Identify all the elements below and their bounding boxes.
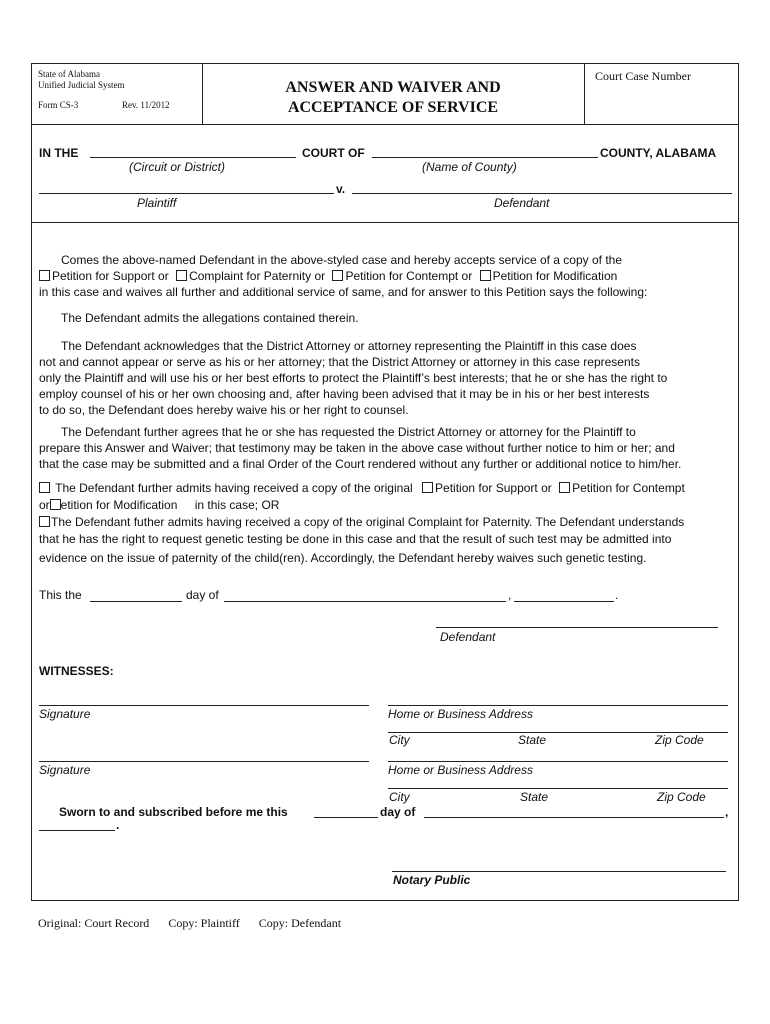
counsel-line-1: The Defendant acknowledges that the District Attorney or attorney representing the Plaintiff in this case does <box>61 339 637 353</box>
counsel-line-3: only the Plaintiff and will use his or her best efforts to protect the Plaintiff’s best interests; that he or she has the right to <box>39 371 668 385</box>
intro-text: Comes the above-named Defendant in the above-styled case and hereby accepts service of a copy of the <box>61 253 622 267</box>
title-line-2: ACCEPTANCE OF SERVICE <box>287 99 499 116</box>
form-frame <box>31 63 739 901</box>
paternity-line-1 <box>39 514 735 531</box>
witness1-state-label: State <box>518 733 547 747</box>
revision-date: Rev. 11/2012 <box>122 100 170 110</box>
notary-day-of-label: day of <box>380 805 416 819</box>
received-modification-checkbox[interactable] <box>50 499 61 510</box>
county-name-line[interactable] <box>372 157 598 158</box>
circuit-district-hint: (Circuit or District) <box>129 160 225 174</box>
received-line-1 <box>39 480 735 497</box>
agrees-line-3: that the case may be submitted and a final Order of the Court rendered without any further or additional notice to him/her. <box>39 457 682 471</box>
system-label: Unified Judicial System <box>38 80 125 90</box>
paternity-text-3: evidence on the issue of paternity of the child(ren). Accordingly, the Defendant hereby waives such genetic testing. <box>39 551 647 565</box>
intro-paragraph <box>39 252 735 300</box>
copy-defendant: Copy: Defendant <box>258 916 342 930</box>
paternity-option-label: Complaint for Paternity or <box>189 269 326 283</box>
counsel-line-4: employ counsel of his or her own choosing and, after having been advised that it may be in his or her best interests <box>39 387 650 401</box>
received-end-label: in this case; OR <box>194 498 280 512</box>
agrees-line-2: prepare this Answer and Waiver; that testimony may be taken in the above case without further notice to him or her; and <box>39 441 675 455</box>
dated-period: . <box>615 588 619 602</box>
witness1-address-label: Home or Business Address <box>388 707 533 721</box>
sworn-label: Sworn to and subscribed before me this <box>59 805 288 819</box>
month-line[interactable] <box>224 601 506 602</box>
form-title <box>202 78 584 118</box>
contempt-option-label: Petition for Contempt or <box>345 269 473 283</box>
witness2-zip-label: Zip Code <box>657 790 706 804</box>
counsel-line-2: not and cannot appear or serve as his or her attorney; that the District Attorney or attorney in this case represents <box>39 355 640 369</box>
court-type-line[interactable] <box>90 157 296 158</box>
witness2-city-line[interactable] <box>388 788 728 789</box>
witness1-signature-label: Signature <box>39 707 91 721</box>
paternity-text-1: The Defendant futher admits having received a copy of the original Complaint for Paternity. The Defendant understands <box>51 515 685 529</box>
counsel-paragraph <box>39 338 735 418</box>
paternity-checkbox[interactable] <box>176 270 187 281</box>
in-the-label: IN THE <box>39 146 79 160</box>
intro-end-text: in this case and waives all further and additional service of same, and for answer to this Petition says the following: <box>39 285 648 299</box>
received-paragraph <box>39 480 735 567</box>
case-caption <box>32 124 738 223</box>
case-number-label: Court Case Number <box>595 69 691 83</box>
form-header <box>32 64 738 125</box>
year-line[interactable] <box>514 601 614 602</box>
witnesses-heading: WITNESSES: <box>39 664 114 678</box>
received-or-label: or <box>39 498 50 512</box>
support-checkbox[interactable] <box>39 270 50 281</box>
witness2-address-label: Home or Business Address <box>388 763 533 777</box>
plaintiff-hint: Plaintiff <box>137 196 177 210</box>
received-line-2 <box>39 497 735 514</box>
title-line-1: ANSWER AND WAIVER AND <box>285 79 501 96</box>
received-modification-label: etition for Modification <box>60 498 178 512</box>
received-contempt-label: Petition for Contempt <box>572 481 685 495</box>
petition-options <box>39 268 735 284</box>
defendant-hint: Defendant <box>494 196 550 210</box>
modification-option-label: Petition for Modification <box>492 269 618 283</box>
distribution-footer <box>38 916 357 931</box>
notary-month-line[interactable] <box>424 817 724 818</box>
county-alabama-label: COUNTY, ALABAMA <box>600 146 717 160</box>
notary-public-label: Notary Public <box>393 873 471 887</box>
plaintiff-line[interactable] <box>39 193 334 194</box>
received-petition-checkbox[interactable] <box>39 482 50 493</box>
witness1-city-label: City <box>389 733 410 747</box>
this-the-label: This the <box>39 588 82 602</box>
form-number: Form CS-3 <box>38 100 79 110</box>
case-number-box[interactable] <box>584 64 740 124</box>
original-court-record: Original: Court Record <box>38 916 150 930</box>
admits-paragraph: The Defendant admits the allegations contained therein. <box>61 311 359 325</box>
received-paternity-checkbox[interactable] <box>39 516 50 527</box>
witness1-zip-label: Zip Code <box>655 733 704 747</box>
notary-comma: , <box>725 805 729 819</box>
notary-day-line[interactable] <box>314 817 378 818</box>
received-support-checkbox[interactable] <box>422 482 433 493</box>
received-contempt-checkbox[interactable] <box>559 482 570 493</box>
court-of-label: COURT OF <box>302 146 365 160</box>
copy-plaintiff: Copy: Plaintiff <box>168 916 240 930</box>
defendant-signature-line[interactable] <box>436 627 718 628</box>
support-option-label: Petition for Support or <box>52 269 169 283</box>
county-name-hint: (Name of County) <box>422 160 517 174</box>
received-support-label: Petition for Support or <box>435 481 552 495</box>
witness2-signature-label: Signature <box>39 763 91 777</box>
witness2-signature-line[interactable] <box>39 761 369 762</box>
versus-label: v. <box>336 182 346 196</box>
agrees-line-1: The Defendant further agrees that he or she has requested the District Attorney or attorney for the Plaintiff to <box>61 425 636 439</box>
witness2-state-label: State <box>520 790 549 804</box>
notary-period: . <box>116 818 120 832</box>
state-label: State of Alabama <box>38 69 100 79</box>
notary-year-line[interactable] <box>39 830 115 831</box>
defendant-line[interactable] <box>352 193 732 194</box>
witness1-signature-line[interactable] <box>39 705 369 706</box>
modification-checkbox[interactable] <box>480 270 491 281</box>
witness2-city-label: City <box>389 790 410 804</box>
witness2-address-line[interactable] <box>388 761 728 762</box>
dated-comma: , <box>508 588 512 602</box>
form-id-box <box>32 64 203 124</box>
paternity-text-2: that he has the right to request genetic testing be done in this case and that the result of such test may be admitted into <box>39 532 672 546</box>
received-text: The Defendant further admits having received a copy of the original <box>55 481 413 495</box>
counsel-line-5: to do so, the Defendant does hereby waive his or her right to counsel. <box>39 403 409 417</box>
day-number-line[interactable] <box>90 601 182 602</box>
day-of-label: day of <box>186 588 219 602</box>
witness1-address-line[interactable] <box>388 705 728 706</box>
agrees-paragraph <box>39 424 735 472</box>
notary-signature-line[interactable] <box>392 871 726 872</box>
contempt-checkbox[interactable] <box>332 270 343 281</box>
defendant-signature-label: Defendant <box>440 630 496 644</box>
